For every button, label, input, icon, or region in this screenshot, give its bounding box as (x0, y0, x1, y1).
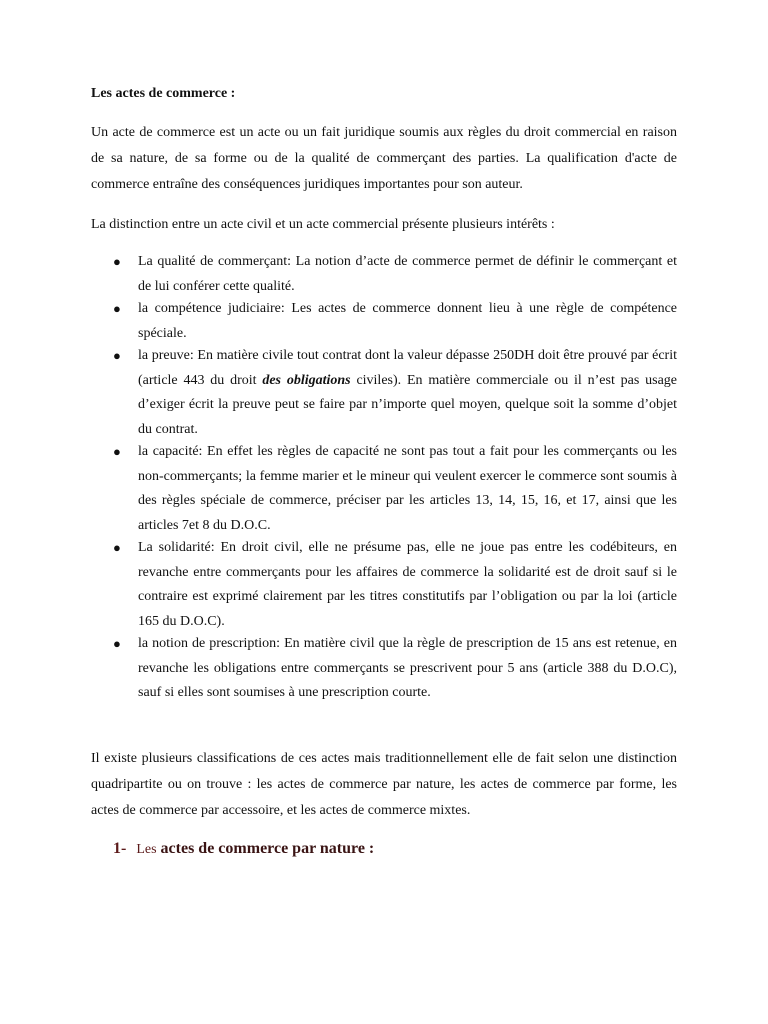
list-item-text: la preuve: En matière civile tout contrat dont la valeur dépasse 250DH doit être prouvé par écrit (article 443 du droit des obligations civiles). En matière commerciale ou il n’est pas usage d’exiger écrit la preuve peut se faire par n’importe quel moyen, quelque soit la somme d’objet du contrat. (138, 348, 678, 437)
distinction-paragraph: La distinction entre un acte civil et un acte commercial présente plusieurs intérêts : (91, 217, 555, 232)
list-item (113, 297, 677, 346)
list-item (113, 632, 677, 706)
list-item-text: la compétence judiciaire: Les actes de commerce donnent lieu à une règle de compétence spéciale. (138, 301, 677, 341)
section-number: 1- (113, 839, 127, 857)
list-item (113, 250, 677, 299)
bullet-icon: ● (113, 540, 121, 555)
bullet-icon: ● (113, 348, 121, 363)
bullet-icon: ● (113, 636, 121, 651)
bullet-icon: ● (113, 301, 121, 316)
list-item (113, 440, 677, 538)
list-item-text: La qualité de commerçant: La notion d’acte de commerce permet de définir le commerçant et de lui conférer cette qualité. (138, 254, 677, 294)
section-title: actes de commerce par nature : (160, 839, 375, 857)
interests-list (91, 250, 677, 706)
bullet-icon: ● (113, 254, 121, 269)
section-heading (113, 838, 677, 861)
document-title: Les actes de commerce : (91, 86, 236, 101)
list-item-text: la notion de prescription: En matière civil que la règle de prescription de 15 ans est retenue, en revanche les obligations entre commerçants se prescrivent pour 5 ans (article 388 du D.O.C), sauf si elles sont soumises à une prescription courte. (138, 636, 677, 700)
spacer (91, 704, 677, 746)
section-prefix: Les (136, 841, 157, 857)
list-item (113, 536, 677, 634)
list-item-text: La solidarité: En droit civil, elle ne présume pas, elle ne joue pas entre les codébiteurs, en revanche entre commerçants pour les affaires de commerce la solidarité est de droit sauf si le contraire est exprimé clairement par les titres constitutifs par l’obligation ou par la loi (article 165 du D.O.C). (138, 540, 677, 629)
classification-paragraph: Il existe plusieurs classifications de ces actes mais traditionnellement elle de fait selon une distinction quadripartite ou on trouve : les actes de commerce par nature, les actes de commerce par forme, les actes de commerce par accessoire, et les actes de commerce mixtes. (91, 750, 677, 818)
emphasis-text: des obligations (262, 372, 351, 388)
list-item-text: la capacité: En effet les règles de capacité ne sont pas tout a fait pour les commerçants ou les non-commerçants; la femme marier et le mineur qui veulent exercer le commerce sont soumis à des règles spéciale de commerce, préciser par les articles 13, 14, 15, 16, et 17, ainsi que les articles 7et 8 du D.O.C. (138, 444, 677, 533)
bullet-icon: ● (113, 444, 121, 459)
intro-paragraph: Un acte de commerce est un acte ou un fait juridique soumis aux règles du droit commercial en raison de sa nature, de sa forme ou de la qualité de commerçant des parties. La qualification d'acte de commerce entraîne des conséquences juridiques importantes pour son auteur. (91, 125, 677, 192)
list-item (113, 344, 678, 442)
